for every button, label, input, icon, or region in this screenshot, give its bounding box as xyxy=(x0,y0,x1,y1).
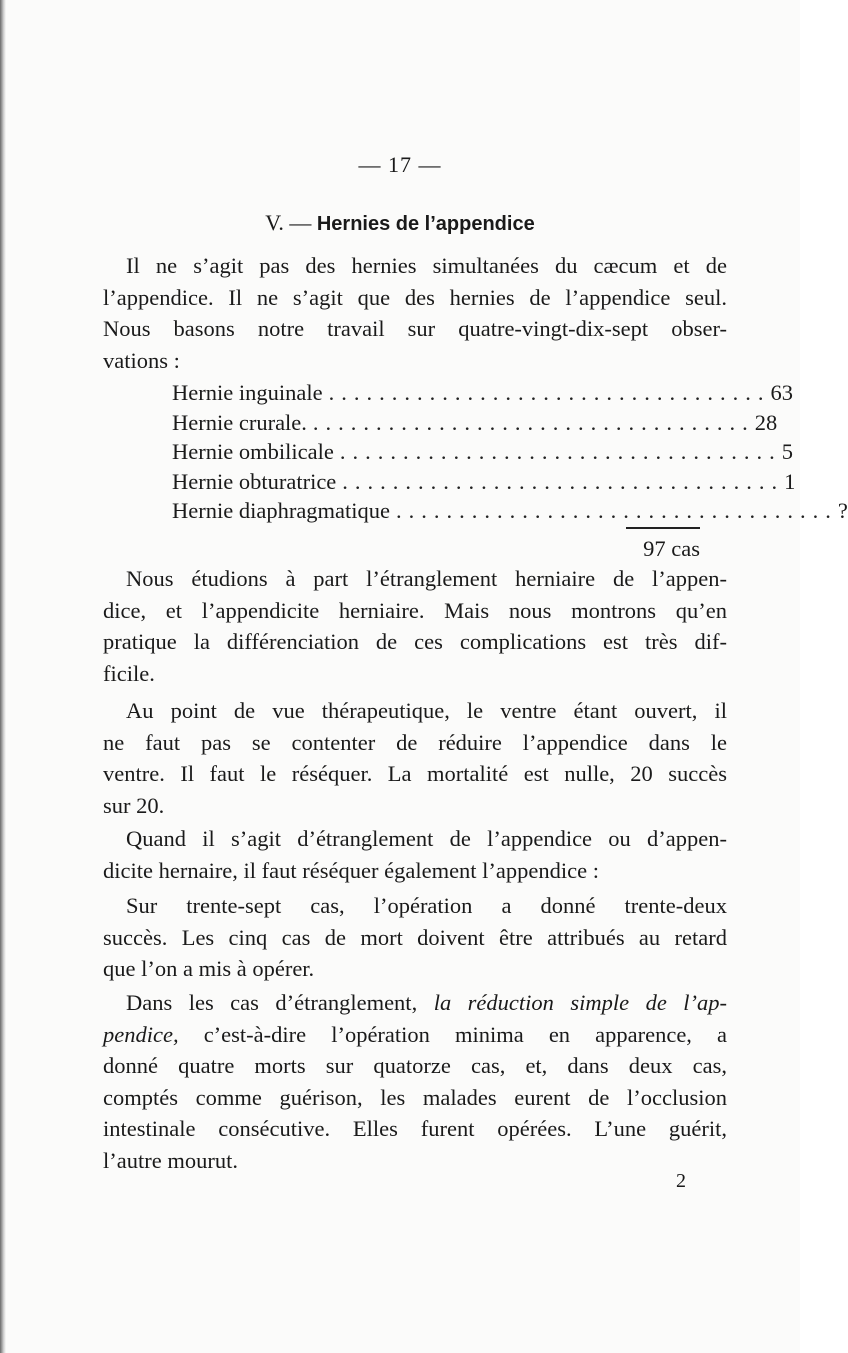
paragraph xyxy=(103,563,727,689)
section-numeral: V. — xyxy=(265,210,312,235)
row-count: ? xyxy=(837,498,848,523)
intro-paragraph xyxy=(103,250,727,376)
leader-dots: ................................... xyxy=(312,409,755,435)
row-count: 63 xyxy=(770,380,793,405)
text-line: Sur trente-sept cas, l’opération a donné trente-deux xyxy=(126,893,727,918)
text-line: donné quatre morts sur quatorze cas, et, dans deux cas, xyxy=(103,1053,727,1079)
leader-dots: ................................... xyxy=(339,439,782,464)
table-row xyxy=(172,378,793,408)
row-count: 5 xyxy=(781,439,793,464)
text-line: pratique la différenciation de ces complications est très dif- xyxy=(103,629,727,655)
row-label: Hernie obturatrice xyxy=(172,468,337,494)
text-line: dicite hernaire, il faut réséquer également l’appendice : xyxy=(103,857,599,883)
paragraph xyxy=(103,890,727,985)
row-label: Hernie diaphragmatique xyxy=(172,498,391,523)
paragraph xyxy=(103,823,727,886)
text-line: intestinale consécutive. Elles furent opérées. L’une guérit, xyxy=(103,1116,727,1142)
text-line: que l’on a mis à opérer. xyxy=(103,956,315,982)
table-row xyxy=(172,408,778,438)
text-line: ventre. Il faut le réséquer. La mortalité est nulle, 20 succès xyxy=(103,761,727,787)
text-line: Il ne s’agit pas des hernies simultanées du cæcum et de xyxy=(126,253,727,278)
page-edge-shadow xyxy=(0,0,6,1353)
text-line: succès. Les cinq cas de mort doivent être attribués au retard xyxy=(103,924,727,950)
text-line: vations : xyxy=(103,347,180,373)
table-total: 97 cas xyxy=(643,536,700,561)
row-count: 28 xyxy=(754,409,778,435)
text-line: Dans les cas d’étranglement, la réduction simple de l’ap- xyxy=(126,990,728,1015)
text-line: comptés comme guérison, les malades eurent de l’occlusion xyxy=(103,1084,727,1110)
page-number: — 17 — xyxy=(358,152,442,177)
total-rule xyxy=(626,527,700,529)
row-label: Hernie crurale. xyxy=(172,409,307,435)
text-line: Quand il s’agit d’étranglement de l’appendice ou d’appen- xyxy=(126,826,727,851)
text-line: l’appendice. Il ne s’agit que des hernies de l’appendice seul. xyxy=(103,284,727,310)
signature-mark: 2 xyxy=(676,1170,686,1192)
table-row xyxy=(172,496,848,526)
italic-phrase: pendice, xyxy=(103,1021,179,1047)
table-row xyxy=(172,437,793,467)
text-line: l’autre mourut. xyxy=(103,1147,238,1173)
table-row xyxy=(172,467,796,497)
row-count: 1 xyxy=(784,468,796,494)
italic-phrase: la réduction simple de l’ap- xyxy=(433,990,728,1015)
text-line: pendice, c’est-à-dire l’opération minima en apparence, a xyxy=(103,1021,728,1047)
text-line: Nous étudions à part l’étranglement herniaire de l’appen- xyxy=(126,566,727,591)
text-line: Nous basons notre travail sur quatre-vingt-dix-sept obser- xyxy=(103,316,727,342)
text-line: dice, et l’appendicite herniaire. Mais nous montrons qu’en xyxy=(103,597,727,623)
row-label: Hernie ombilicale xyxy=(172,439,334,464)
text-line: sur 20. xyxy=(103,792,165,818)
leader-dots: ................................... xyxy=(328,380,771,405)
section-heading xyxy=(0,210,800,236)
section-title: Hernies de l’appendice xyxy=(316,213,535,235)
text-line: ficile. xyxy=(103,660,155,686)
paragraph xyxy=(103,987,727,1177)
leader-dots: ................................... xyxy=(396,498,838,523)
hernia-count-table xyxy=(172,378,848,526)
paragraph xyxy=(103,695,727,821)
leader-dots: ................................... xyxy=(342,468,785,494)
row-label: Hernie inguinale xyxy=(172,380,323,405)
text-line: ne faut pas se contenter de réduire l’appendice dans le xyxy=(103,729,727,755)
text-line: Au point de vue thérapeutique, le ventre étant ouvert, il xyxy=(126,698,727,723)
